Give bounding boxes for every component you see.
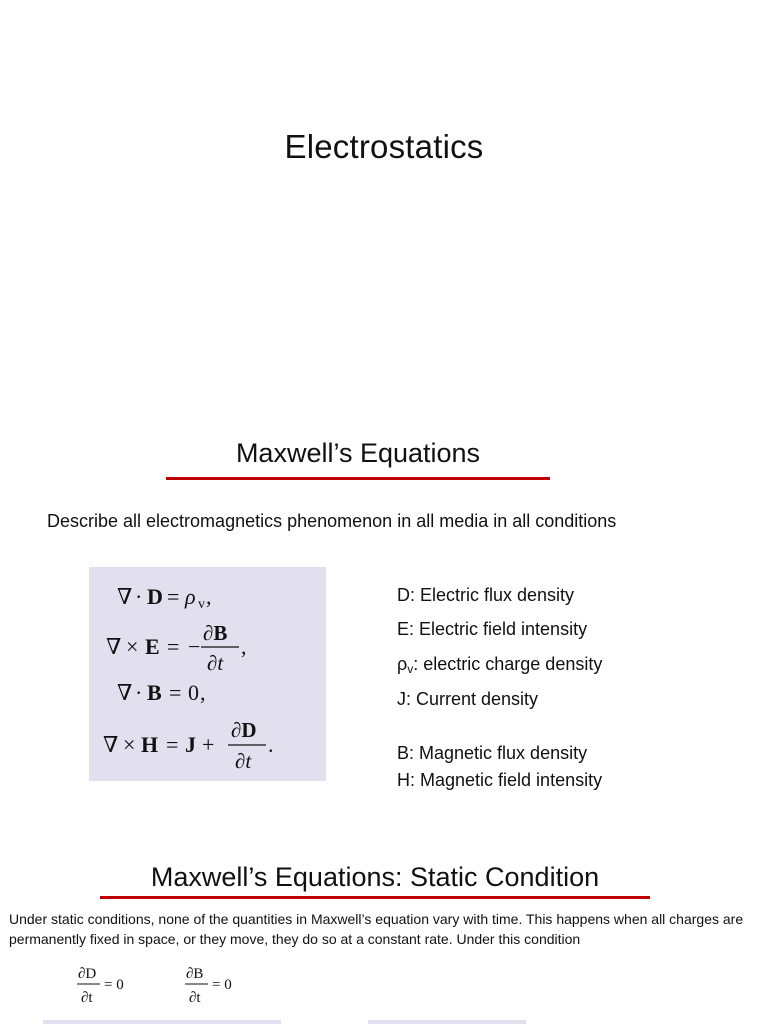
svg-text:J: J (185, 732, 196, 757)
equations-box (89, 567, 326, 781)
document-title: Electrostatics (284, 128, 484, 165)
svg-text:,: , (206, 584, 212, 609)
svg-text:+: + (202, 732, 215, 757)
svg-text:D: D (147, 584, 163, 609)
svg-text:−: − (188, 634, 201, 659)
svg-text:= 0: = 0 (212, 977, 232, 993)
svg-text:∇: ∇ (106, 634, 122, 659)
legend-rho-sub: v (407, 662, 414, 676)
maxwell-equations (89, 567, 326, 781)
static-heading-rule (100, 896, 650, 899)
svg-text:∂D: ∂D (78, 966, 97, 982)
svg-text:H: H (141, 732, 159, 757)
svg-text:∂t: ∂t (81, 990, 93, 1006)
svg-text:B: B (147, 680, 162, 705)
svg-text:·: · (135, 680, 143, 705)
svg-text:∂D: ∂D (231, 718, 257, 742)
svg-text:×: × (126, 634, 139, 659)
svg-text:∂t: ∂t (189, 990, 201, 1006)
svg-text:,: , (241, 634, 247, 659)
static-eq-db-dt (185, 966, 232, 1006)
svg-text:= 0: = 0 (104, 977, 124, 993)
svg-text:.: . (268, 732, 274, 757)
bottom-box-left (43, 1020, 281, 1024)
svg-text:=: = (169, 680, 182, 705)
svg-text:∂t: ∂t (235, 749, 252, 773)
maxwell-description: Describe all electromagnetics phenomenon in all media in all conditions (47, 511, 617, 531)
legend-rho-text: : electric charge density (413, 654, 603, 674)
equation-faraday (106, 621, 247, 675)
equation-ampere (103, 718, 274, 773)
svg-text:=: = (167, 634, 180, 659)
svg-text:∇: ∇ (117, 584, 133, 609)
svg-text:×: × (123, 732, 136, 757)
svg-text:,: , (200, 680, 206, 705)
legend-rho (397, 654, 602, 676)
svg-text:v: v (198, 597, 205, 612)
svg-text:=: = (167, 584, 180, 609)
legend-e: E: Electric field intensity (397, 619, 588, 639)
legend-b: B: Magnetic flux density (397, 743, 588, 763)
svg-text:∂B: ∂B (203, 621, 228, 645)
legend-rho-symbol: ρ (397, 654, 408, 674)
equation-gauss-magnetic (117, 680, 206, 705)
legend-j: J: Current density (397, 689, 539, 709)
maxwell-heading-rule (166, 477, 550, 480)
static-paragraph: Under static conditions, none of the quantities in Maxwell’s equation vary with time. This happens when all charges are permanently fixed in space, or they move, they do so at a constant rate. Under this condition (9, 911, 744, 947)
svg-text:∇: ∇ (103, 732, 119, 757)
static-eq-dd-dt (77, 966, 124, 1006)
static-equations (70, 960, 270, 1010)
svg-text:0: 0 (188, 680, 199, 705)
svg-text:∇: ∇ (117, 680, 133, 705)
svg-text:∂B: ∂B (186, 966, 204, 982)
legend-d: D: Electric flux density (397, 585, 575, 605)
legend-h: H: Magnetic field intensity (397, 770, 603, 790)
equation-gauss-electric (117, 584, 212, 612)
bottom-box-right (368, 1020, 526, 1024)
svg-text:ρ: ρ (185, 584, 196, 609)
maxwell-heading: Maxwell’s Equations (235, 438, 481, 468)
static-heading: Maxwell’s Equations: Static Condition (150, 862, 600, 892)
svg-text:·: · (135, 584, 143, 609)
svg-text:=: = (166, 732, 179, 757)
svg-text:E: E (145, 634, 160, 659)
svg-text:∂t: ∂t (207, 651, 224, 675)
